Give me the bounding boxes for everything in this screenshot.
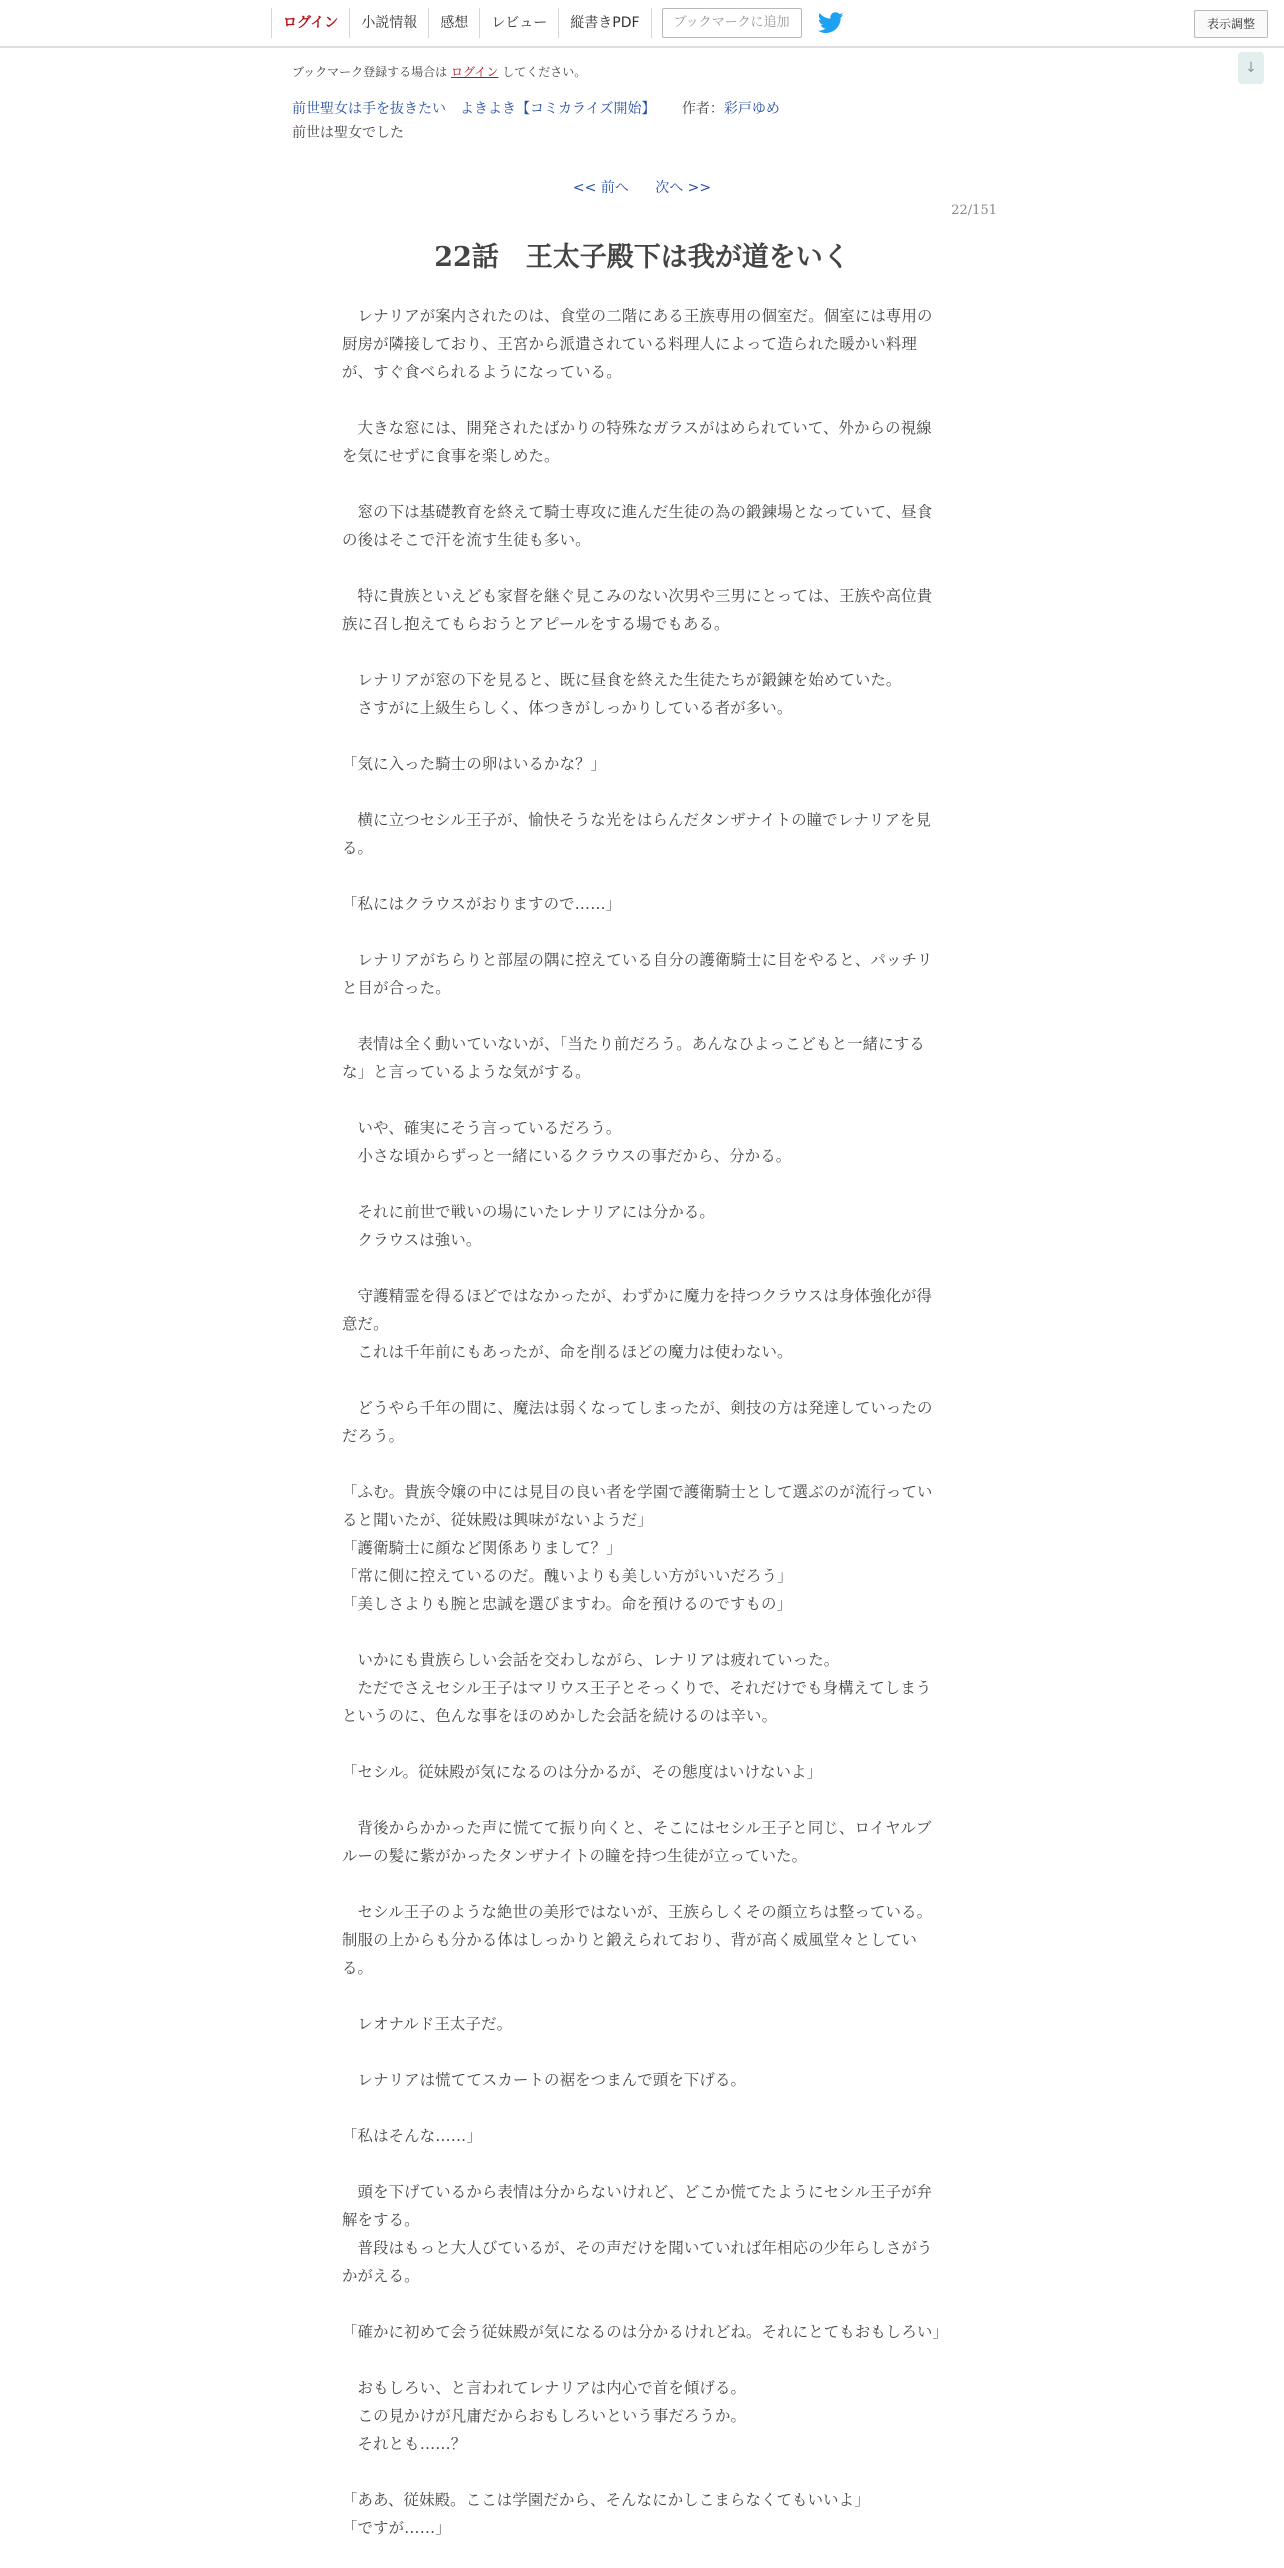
body-paragraph: 「ですが……」 <box>342 2519 451 2537</box>
body-paragraph: 背後からかかった声に慌てて振り向くと、そこにはセシル王子と同じ、ロイヤルブルーの髪に紫がかったタンザナイトの瞳を持つ生徒が立っていた。 <box>342 1819 932 1865</box>
chapter-group-subtitle: 前世は聖女でした <box>292 125 404 141</box>
blank-line <box>342 1450 942 1478</box>
body-paragraph: ただでさえセシル王子はマリウス王子とそっくりで、それだけでも身構えてしまうというのに、色んな事をほのめかした会話を続けるのは辛い。 <box>342 1679 932 1725</box>
blank-line <box>342 1002 942 1030</box>
nav-menu <box>271 0 844 46</box>
blank-line <box>342 2346 942 2374</box>
nav-novel-info-link[interactable]: 小説情報 <box>349 8 428 38</box>
display-settings-button[interactable]: 表示調整 <box>1194 10 1268 38</box>
body-paragraph: 守護精霊を得るほどではなかったが、わずかに魔力を持つクラウスは身体強化が得意だ。 <box>342 1287 933 1333</box>
blank-line <box>342 1786 942 1814</box>
twitter-bird-icon[interactable] <box>818 12 844 34</box>
blank-line <box>342 470 942 498</box>
login-note-prefix: ブックマーク登録する場合は <box>292 65 448 79</box>
chapter-title: 22話 王太子殿下は我が道をいく <box>434 242 850 273</box>
body-paragraph: 「護衛騎士に顔など関係ありまして？」 <box>342 1539 622 1557</box>
login-note <box>292 63 586 80</box>
body-paragraph: レナリアが案内されたのは、食堂の二階にある王族専用の個室だ。個室には専用の厨房が隣接しており、王宮から派遣されている料理人によって造られた暖かい料理が、すぐ食べられるようになっている。 <box>342 307 933 381</box>
body-paragraph: これは千年前にもあったが、命を削るほどの魔力は使わない。 <box>342 1343 793 1361</box>
blank-line <box>342 1730 942 1758</box>
author-label: 作者： <box>681 101 724 117</box>
body-paragraph: 横に立つセシル王子が、愉快そうな光をはらんだタンザナイトの瞳でレナリアを見る。 <box>342 811 932 857</box>
blank-line <box>342 778 942 806</box>
series-title-link[interactable]: 前世聖女は手を抜きたい よきよき【コミカライズ開始】 <box>292 101 656 117</box>
blank-line <box>342 1870 942 1898</box>
body-paragraph: 大きな窓には、開発されたばかりの特殊なガラスがはめられていて、外からの視線を気にせずに食事を楽しめた。 <box>342 419 932 465</box>
body-paragraph: それとも……？ <box>342 2435 467 2453</box>
blank-line <box>342 2038 942 2066</box>
body-paragraph: いかにも貴族らしい会話を交わしながら、レナリアは疲れていった。 <box>342 1651 840 1669</box>
blank-line <box>342 554 942 582</box>
login-note-link[interactable]: ログイン <box>451 65 499 79</box>
author-name-link[interactable]: 彩戸ゆめ <box>723 101 780 117</box>
body-paragraph: いや、確実にそう言っているだろう。 <box>342 1119 622 1137</box>
blank-line <box>342 1086 942 1114</box>
body-paragraph: 窓の下は基礎教育を終えて騎士専攻に進んだ生徒の為の鍛錬場となっていて、昼食の後はそこで汗を流す生徒も多い。 <box>342 503 933 549</box>
body-paragraph: 「気に入った騎士の卵はいるかな？」 <box>342 755 607 773</box>
body-paragraph: 「確かに初めて会う従妹殿が気になるのは分かるけれどね。それにとてもおもしろい」 <box>342 2323 949 2341</box>
body-paragraph: 「私にはクラウスがおりますので……」 <box>342 895 622 913</box>
blank-line <box>342 918 942 946</box>
body-paragraph: レナリアは慌ててスカートの裾をつまんで頭を下げる。 <box>342 2071 747 2089</box>
body-paragraph: 「美しさよりも腕と忠誠を選びますわ。命を預けるのですもの」 <box>342 1595 793 1613</box>
blank-line <box>342 1618 942 1646</box>
body-paragraph: クラウスは強い。 <box>342 1231 482 1249</box>
body-paragraph: 「常に側に控えているのだ。醜いよりも美しい方がいいだろう」 <box>342 1567 793 1585</box>
nav-login-link[interactable]: ログイン <box>271 8 349 38</box>
nav-review-link[interactable]: レビュー <box>479 8 558 38</box>
body-paragraph: 頭を下げているから表情は分からないけれど、どこか慌てたようにセシル王子が弁解をする。 <box>342 2183 933 2229</box>
body-paragraph: 特に貴族といえども家督を継ぐ見こみのない次男や三男にとっては、王族や高位貴族に召し抱えてもらおうとアピールをする場でもある。 <box>342 587 933 633</box>
body-paragraph: レナリアが窓の下を見ると、既に昼食を終えた生徒たちが鍛錬を始めていた。 <box>342 671 902 689</box>
body-paragraph: さすがに上級生らしく、体つきがしっかりしている者が多い。 <box>342 699 793 717</box>
body-paragraph: この見かけが凡庸だからおもしろいという事だろうか。 <box>342 2407 747 2425</box>
body-paragraph: 「私はそんな……」 <box>342 2127 482 2145</box>
blank-line <box>342 2290 942 2318</box>
body-paragraph: 「ふむ。貴族令嬢の中には見目の良い者を学園で護衛騎士として選ぶのが流行っていると聞いたが、従妹殿は興味がないようだ」 <box>342 1483 933 1529</box>
series-info <box>292 98 780 118</box>
body-paragraph: 「セシル。従妹殿が気になるのは分かるが、その態度はいけないよ」 <box>342 1763 823 1781</box>
next-chapter-link[interactable]: 次へ >> <box>655 180 712 196</box>
blank-line <box>342 386 942 414</box>
blank-line <box>342 2094 942 2122</box>
blank-line <box>342 722 942 750</box>
arrow-down-icon: ↓ <box>1245 60 1257 76</box>
add-bookmark-button[interactable]: ブックマークに追加 <box>662 8 802 38</box>
login-note-suffix: してください。 <box>502 65 587 79</box>
body-paragraph: レオナルド王太子だ。 <box>342 2015 513 2033</box>
top-navigation-bar <box>0 0 1284 48</box>
body-paragraph: 小さな頃からずっと一緒にいるクラウスの事だから、分かる。 <box>342 1147 792 1165</box>
novel-body <box>342 302 949 2542</box>
blank-line <box>342 638 942 666</box>
nav-vertical-pdf-link[interactable]: 縦書きPDF <box>558 8 651 38</box>
nav-impressions-link[interactable]: 感想 <box>428 8 479 38</box>
blank-line <box>342 1170 942 1198</box>
chapter-pager <box>0 177 1284 197</box>
blank-line <box>342 2458 942 2486</box>
body-paragraph: 表情は全く動いていないが、「当たり前だろう。あんなひよっこどもと一緒にするな」と言っているような気がする。 <box>342 1035 925 1081</box>
blank-line <box>342 2150 942 2178</box>
prev-chapter-link[interactable]: << 前へ <box>572 180 629 196</box>
scroll-down-button[interactable] <box>1238 52 1264 84</box>
blank-line <box>342 1982 942 2010</box>
blank-line <box>342 862 942 890</box>
body-paragraph: おもしろい、と言われてレナリアは内心で首を傾げる。 <box>342 2379 747 2397</box>
body-paragraph: セシル王子のような絶世の美形ではないが、王族らしくその顔立ちは整っている。制服の上からも分かる体はしっかりと鍛えられており、背が高く威風堂々としている。 <box>342 1903 933 1977</box>
chapter-count: 22/151 <box>951 203 997 218</box>
body-paragraph: 普段はもっと大人びているが、その声だけを聞いていれば年相応の少年らしさがうかがえる。 <box>342 2239 933 2285</box>
blank-line <box>342 1366 942 1394</box>
body-paragraph: 「ああ、従妹殿。ここは学園だから、そんなにかしこまらなくてもいいよ」 <box>342 2491 870 2509</box>
body-paragraph: どうやら千年の間に、魔法は弱くなってしまったが、剣技の方は発達していったのだろう。 <box>342 1399 933 1445</box>
blank-line <box>342 1254 942 1282</box>
body-paragraph: レナリアがちらりと部屋の隅に控えている自分の護衛騎士に目をやると、パッチリと目が合った。 <box>342 951 933 997</box>
body-paragraph: それに前世で戦いの場にいたレナリアには分かる。 <box>342 1203 715 1221</box>
